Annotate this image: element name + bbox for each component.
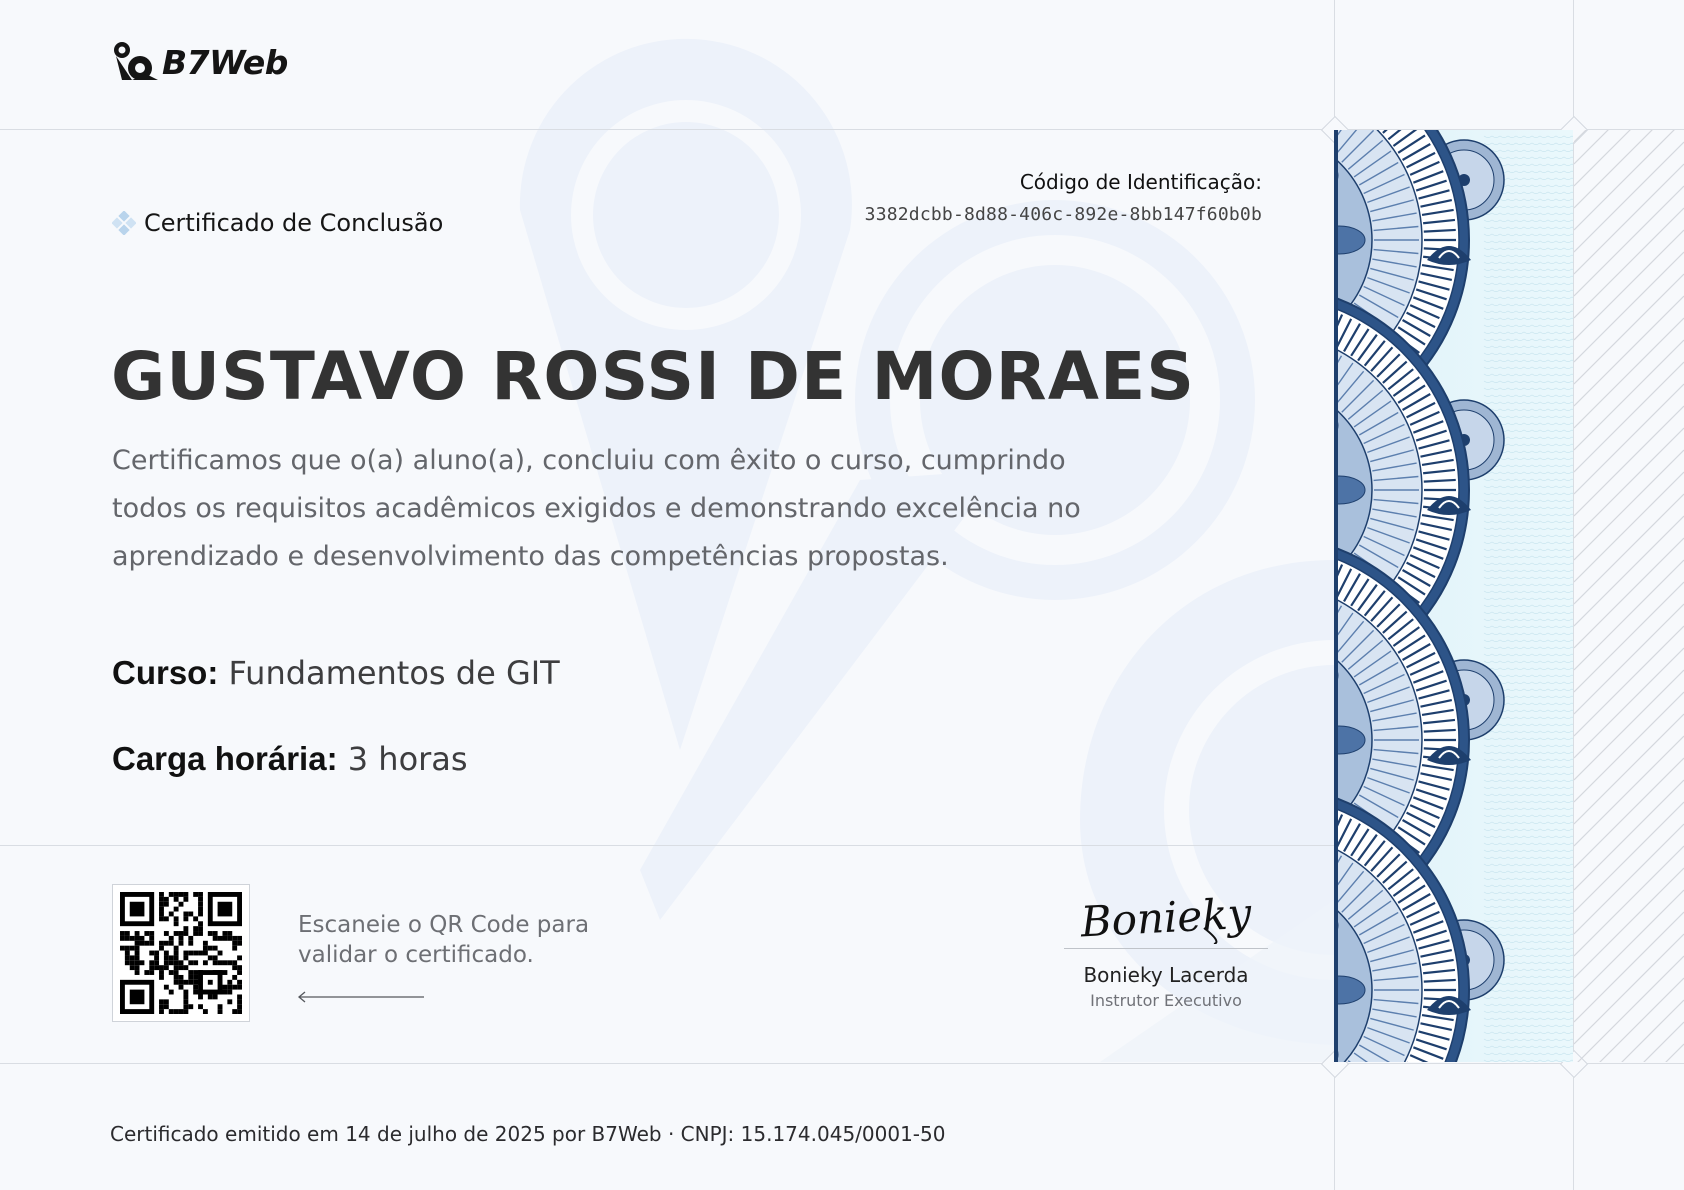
signature-image [1064,888,1268,944]
qr-code-icon [120,892,242,1014]
hours-row [112,740,468,778]
divider-middle [0,845,1334,846]
signature-line [1064,948,1268,949]
hours-label: Carga horária: [112,740,338,777]
signature-block [1064,888,1268,1010]
hours-value: 3 horas [347,740,468,778]
course-value: Fundamentos de GIT [228,654,560,692]
signer-name: Bonieky Lacerda [1083,963,1249,987]
certificate-label [112,209,443,237]
course-label: Curso: [112,654,219,691]
b7web-logo-icon [112,40,160,84]
diagonal-stripes [1574,130,1684,1062]
issue-footer: Certificado emitido em 14 de julho de 2025 por B7Web · CNPJ: 15.174.045/0001-50 [110,1122,946,1146]
qr-instructions-line1: Escaneie o QR Code para [298,912,590,938]
arrow-left-icon [296,990,426,1004]
divider-bottom [0,1063,1684,1064]
student-name: GUSTAVO ROSSI DE MORAES [111,338,1196,415]
signature-script: Bonieky [1079,888,1253,944]
identification-block [865,170,1262,225]
identification-code[interactable]: 3382dcbb-8d88-406c-892e-8bb147f60b0b [864,204,1262,225]
mandala-ornament [1334,130,1573,1062]
sparkle-diamond-icon [112,211,136,235]
brand-logo [112,40,288,84]
signer-role: Instrutor Executivo [1090,991,1242,1010]
qr-instructions [298,910,589,970]
logo-text: B7Web [162,42,288,82]
certificate-label-text: Certificado de Conclusão [144,209,444,237]
qr-instructions-line2: validar o certificado. [298,942,534,968]
identification-label: Código de Identificação: [1019,170,1262,194]
course-row [112,654,560,692]
certificate-description: Certificamos que o(a) aluno(a), concluiu com êxito o curso, cumprindo todos os requisitos acadêmicos exigidos e demonstrando excelência no aprendizado e desenvolvimento das competências propostas. [112,445,1081,572]
qr-code[interactable] [112,884,250,1022]
